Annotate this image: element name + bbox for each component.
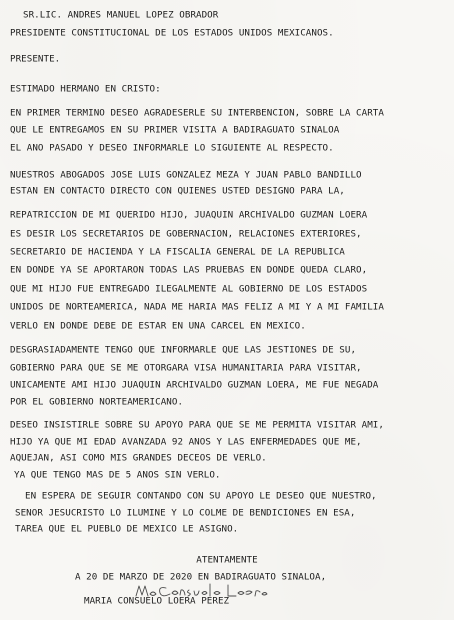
paragraph-1-line: QUE LE ENTREGAMOS EN SU PRIMER VISITA A BADIRAGUATO SINALOA bbox=[10, 125, 340, 136]
paragraph-5-line: SEÑOR JESUCRISTO LO ILUMINE Y LO COLME DE BENDICIONES EN ESA, bbox=[15, 508, 356, 519]
paragraph-1-line: EL AÑO PASADO Y DESEO INFORMARLE LO SIGUIENTE AL RESPECTO. bbox=[10, 143, 334, 154]
paragraph-3-line: POR EL GOBIERNO NORTEAMERICANO. bbox=[10, 397, 184, 408]
date-line: A 20 DE MARZO DE 2020 EN BADIRAGUATO SINALOA, bbox=[75, 572, 327, 583]
presente: PRESENTE. bbox=[10, 54, 61, 65]
paragraph-2-line: SECRETARIO DE HACIENDA Y LA FISCALIA GENERAL DE LA REPUBLICA bbox=[10, 247, 345, 258]
paragraph-4-line: AQUEJAN, ASI COMO MIS GRANDES DECEOS DE VERLO. bbox=[10, 453, 267, 464]
addressee-name: SR.LIC. ANDRES MANUEL LOPEZ OBRADOR bbox=[23, 10, 219, 21]
paragraph-2-line: EN DONDE YA SE APORTARON TODAS LAS PRUEBAS EN DONDE QUEDA CLARO, bbox=[10, 265, 368, 276]
closing: ATENTAMENTE bbox=[196, 555, 258, 566]
paragraph-3-line: UNICAMENTE AMI HIJO JUAQUIN ARCHIVALDO GUZMAN LOERA, ME FUE NEGADA bbox=[10, 380, 379, 391]
paragraph-2-line: VERLO EN DONDE DEBE DE ESTAR EN UNA CARCEL EN MEXICO. bbox=[10, 321, 306, 332]
paragraph-2-line: QUE MI HIJO FUE ENTREGADO ILEGALMENTE AL GOBIERNO DE LOS ESTADOS bbox=[10, 284, 368, 295]
paragraph-4-line: YA QUE TENGO MAS DE 5 AÑOS SIN VERLO. bbox=[14, 470, 221, 481]
salutation: ESTIMADO HERMANO EN CRISTO: bbox=[10, 84, 161, 95]
paragraph-4-line: DESEO INSISTIRLE SOBRE SU APOYO PARA QUE SE ME PERMITA VISITAR AMI, bbox=[10, 420, 384, 431]
paragraph-2-line: REPATRICCION DE MI QUERIDO HIJO, JUAQUIN ARCHIVALDO GUZMAN LOERA bbox=[10, 210, 368, 221]
paragraph-1-line: EN PRIMER TERMINO DESEO AGRADESERLE SU INTERBENCION, SOBRE LA CARTA bbox=[10, 108, 384, 119]
paragraph-2-line: ES DESIR LOS SECRETARIOS DE GOBERNACION, RELACIONES EXTERIORES, bbox=[10, 229, 362, 240]
addressee-title: PRESIDENTE CONSTITUCIONAL DE LOS ESTADOS UNIDOS MEXICANOS. bbox=[10, 28, 334, 39]
paragraph-5-line: TAREA QUE EL PUEBLO DE MEXICO LE ASIGNO. bbox=[15, 524, 239, 535]
paragraph-2-line: UNIDOS DE NORTEAMERICA, NADA ME HARIA MAS FELIZ A MI Y A MI FAMILIA bbox=[10, 302, 384, 313]
paragraph-2-line: ESTAN EN CONTACTO DIRECTO CON QUIENES USTED DESIGNO PARA LA, bbox=[10, 186, 345, 197]
paragraph-2-line: NUESTROS ABOGADOS JOSE LUIS GONZALEZ MEZA Y JUAN PABLO BANDILLO bbox=[10, 170, 362, 181]
signatory-name: MARIA CONSUELO LOERA PEREZ bbox=[84, 596, 230, 607]
paragraph-4-line: HIJO YA QUE MI EDAD AVANZADA 92 AÑOS Y LAS ENFERMEDADES QUE ME, bbox=[10, 437, 362, 448]
paragraph-5-line: EN ESPERA DE SEGUIR CONTANDO CON SU APOYO LE DESEO QUE NUESTRO, bbox=[25, 491, 377, 502]
paragraph-3-line: GOBIERNO PARA QUE SE ME OTORGARA VISA HUMANITARIA PARA VISITAR, bbox=[10, 363, 362, 374]
paragraph-3-line: DESGRASIADAMENTE TENGO QUE INFORMARLE QUE LAS JESTIONES DE SU, bbox=[10, 345, 357, 356]
